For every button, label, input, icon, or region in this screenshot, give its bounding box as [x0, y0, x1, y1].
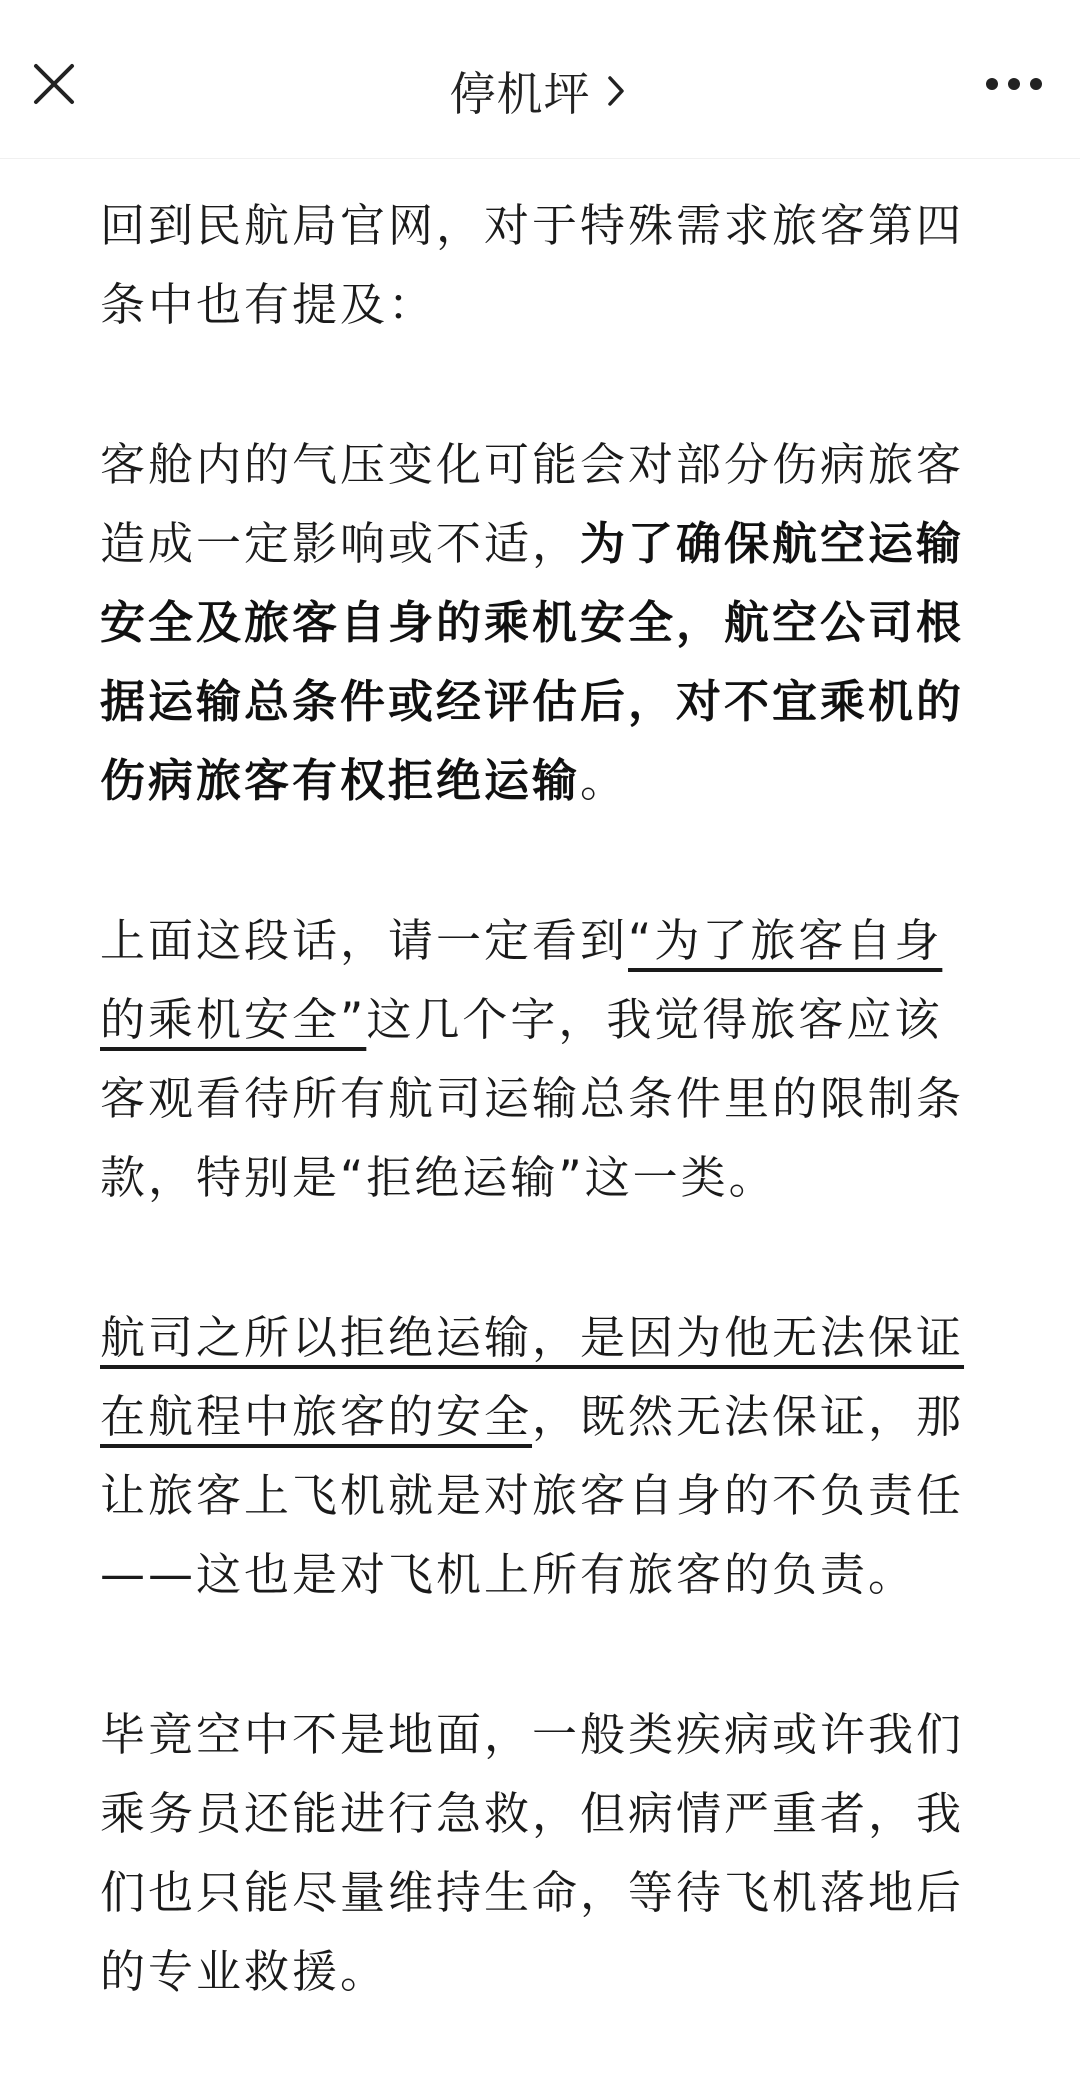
paragraph-3-text: 上面这段话，请一定看到 [100, 914, 629, 967]
chevron-right-icon [601, 71, 631, 111]
paragraph-2-bold: 为了确保航空运输安全及旅客自身的乘机安全，航空公司根据运输总条件或经评估后，对不宜乘机的伤病旅客有权拒绝运输 [100, 517, 965, 807]
paragraph-3 [100, 901, 990, 1217]
paragraph-3-underline: “为了旅客自身的乘机安全” [100, 914, 943, 1046]
more-icon [984, 76, 1044, 92]
paragraph-2 [100, 425, 990, 820]
paragraph-2-text: 客舱内的气压变化可能会对部分伤病旅客造成一定影响或不适， [100, 438, 965, 570]
paragraph-4 [100, 1298, 990, 1614]
top-nav-bar [0, 0, 1080, 159]
paragraph-4-rest: ，既然无法保证，那让旅客上飞机就是对旅客自身的不负责任——这也是对飞机上所有旅客的负责。 [100, 1390, 965, 1601]
account-title-link[interactable] [0, 58, 1080, 124]
article-body [100, 186, 990, 2092]
more-options-button[interactable] [976, 56, 1052, 112]
paragraph-4-underline: 航司之所以拒绝运输，是因为他无法保证在航程中旅客的安全 [100, 1311, 965, 1443]
paragraph-2-end: 。 [580, 754, 629, 807]
paragraph-5: 毕竟空中不是地面，一般类疾病或许我们乘务员还能进行急救，但病情严重者，我们也只能尽量维持生命，等待飞机落地后的专业救援。 [100, 1708, 965, 1998]
page-title: 停机坪 [449, 67, 591, 121]
paragraph-1: 回到民航局官网，对于特殊需求旅客第四条中也有提及： [100, 199, 965, 331]
paragraph-3-rest: 这几个字，我觉得旅客应该客观看待所有航司运输总条件里的限制条款，特别是“拒绝运输”这一类。 [100, 993, 965, 1204]
